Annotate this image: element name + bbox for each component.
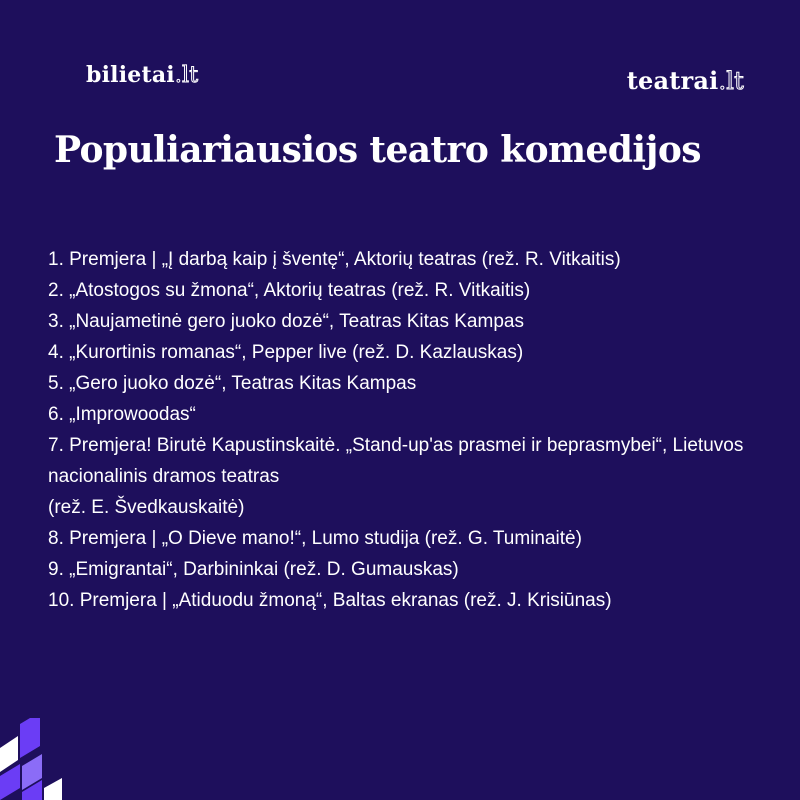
bilietai-logo [86,62,198,88]
list-item: 9. „Emigrantai“, Darbininkai (rež. D. Gumauskas) [48,559,459,580]
list-item: 5. „Gero juoko dozė“, Teatras Kitas Kampas [48,373,417,394]
list-item: 1. Premjera | „Į darbą kaip į šventę“, Aktorių teatras (rež. R. Vitkaitis) [48,249,621,270]
corner-decoration [0,718,62,800]
list-item: 2. „Atostogos su žmona“, Aktorių teatras (rež. R. Vitkaitis) [48,280,531,301]
list-item: (rež. E. Švedkauskaitė) [48,497,245,518]
teatrai-logo-name: teatrai [626,66,719,95]
bilietai-logo-name: bilietai [86,62,175,88]
page-title: Populiariausios teatro komedijos [54,129,701,171]
list-item: 6. „Improwoodas“ [48,404,196,425]
corner-shape-purple [20,718,40,758]
list-item: 4. „Kurortinis romanas“, Pepper live (rež. D. Kazlauskas) [48,342,524,363]
bilietai-logo-tld: .lt [174,63,199,88]
list-item: 10. Premjera | „Atiduodu žmoną“, Baltas ekranas (rež. J. Krisiūnas) [48,590,612,611]
teatrai-logo [627,66,744,95]
corner-shape-white [0,736,18,772]
teatrai-logo-tld: .lt [718,67,744,95]
comedy-ranking-list [48,244,768,616]
list-item: 8. Premjera | „O Dieve mano!“, Lumo studija (rež. G. Tuminaitė) [48,528,582,549]
corner-shape-white [44,778,62,800]
list-item: 3. „Naujametinė gero juoko dozė“, Teatras Kitas Kampas [48,311,524,332]
list-item: 7. Premjera! Birutė Kapustinskaitė. „Stand-up'as prasmei ir beprasmybei“, Lietuvos nacionalinis dramos teatras [48,435,744,487]
